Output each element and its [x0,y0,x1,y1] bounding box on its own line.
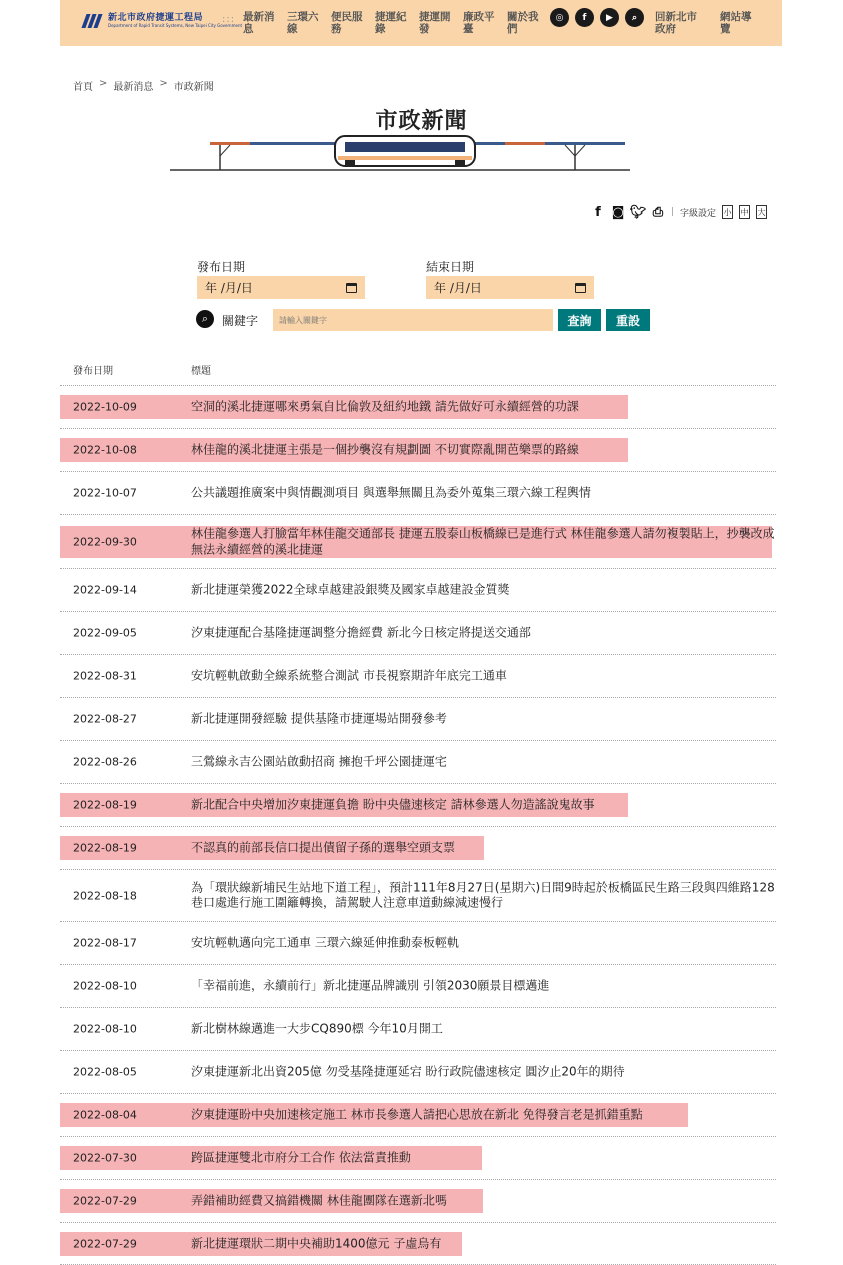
row-title-link[interactable]: 汐東捷運新北出資205億 勿受基隆捷運延宕 盼行政院儘速核定 圓汐止20年的期待 [191,1064,625,1079]
print-icon[interactable]: ⎙ [652,204,664,220]
keyword-input[interactable] [273,309,553,331]
row-date: 2022-08-26 [73,755,137,769]
row-title-link[interactable]: 安坑輕軌啟動全線系統整合測試 市長視察期許年底完工通車 [191,668,507,683]
row-date: 2022-07-30 [73,1151,137,1165]
row-title-link[interactable]: 林佳龍參選人打臉當年林佳龍交通部長 捷運五股泰山板橋線已是進行式 林佳龍參選人請勿複製貼上，抄襲改成無法永續經營的溪北捷運 [191,526,775,556]
start-date-label: 發布日期 [197,260,246,274]
row-date: 2022-08-10 [73,1022,137,1036]
table-row[interactable] [60,784,776,827]
breadcrumb-separator: > [99,78,108,89]
column-header-date: 發布日期 [73,366,113,377]
calendar-icon[interactable] [346,283,357,293]
row-date: 2022-08-27 [73,712,137,726]
site-header [60,0,782,46]
logo-mark-icon [82,14,102,28]
row-date: 2022-10-09 [73,400,137,414]
table-row[interactable] [60,965,776,1008]
font-size-large[interactable]: 大 [756,205,767,219]
row-date: 2022-09-30 [73,535,137,549]
row-title-link[interactable]: 「幸福前進，永續前行」新北捷運品牌識別 引領2030願景目標邁進 [191,978,550,993]
table-row[interactable] [60,1180,776,1223]
table-row[interactable] [60,655,776,698]
nav-item-news[interactable]: 最新消息 [243,11,275,35]
row-date: 2022-07-29 [73,1194,137,1208]
nav-item-about[interactable]: 關於我們 [507,11,539,35]
link-ntpc-gov[interactable]: 回新北市政府 [655,11,697,35]
youtube-icon[interactable]: ▶ [600,8,619,27]
breadcrumb [73,78,214,93]
row-title-link[interactable]: 新北配合中央增加汐東捷運負擔 盼中央儘速核定 請林參選人勿造謠說鬼故事 [191,797,595,812]
row-title-link[interactable]: 三鶯線永吉公園站啟動招商 擁抱千坪公園捷運宅 [191,754,447,769]
row-date: 2022-08-17 [73,936,137,950]
table-row[interactable] [60,612,776,655]
twitter-share-icon[interactable]: 🐦︎ [629,204,647,220]
breadcrumb-news[interactable]: 最新消息 [113,82,154,93]
nav-item-records[interactable]: 捷運紀錄 [375,11,407,35]
end-date-input[interactable] [426,276,594,299]
nav-item-services[interactable]: 便民服務 [331,11,363,35]
row-title-link[interactable]: 空洞的溪北捷運哪來勇氣自比倫敦及紐約地鐵 請先做好可永續經營的功課 [191,399,579,414]
metro-train-illustration [170,134,630,174]
font-size-small[interactable]: 小 [722,205,733,219]
table-row[interactable] [60,827,776,870]
row-date: 2022-10-08 [73,443,137,457]
row-title-link[interactable]: 為「環狀線新埔民生站地下道工程」，預計111年8月27日(星期六)日間9時起於板橋區民生路三段與四維路128巷口處進行施工圍籬轉換，請駕駛人注意車道動線減速慢行 [191,880,775,910]
row-title-link[interactable]: 安坑輕軌邁向完工通車 三環六線延伸推動泰板輕軌 [191,935,459,950]
row-title-link[interactable]: 汐東捷運盼中央加速核定施工 林市長參選人請把心思放在新北 免得發言老是抓錯重點 [191,1107,643,1122]
search-icon: ⌕ [196,310,214,328]
instagram-icon[interactable]: ◎ [550,8,569,27]
line-share-icon[interactable]: ◙ [611,204,625,220]
breadcrumb-current: 市政新聞 [173,82,214,93]
table-row[interactable] [60,1137,776,1180]
row-date: 2022-08-18 [73,889,137,902]
row-title-link[interactable]: 跨區捷運雙北市府分工合作 依法當責推動 [191,1150,411,1165]
start-date-input[interactable] [197,276,365,299]
link-sitemap[interactable]: 網站導覽 [720,11,752,35]
row-date: 2022-08-04 [73,1108,137,1122]
search-icon[interactable]: ⌕ [625,8,644,27]
page-title: 市政新聞 [375,109,468,134]
row-date: 2022-08-10 [73,979,137,993]
row-title-link[interactable]: 新北捷運環狀二期中央補助1400億元 子虛烏有 [191,1235,442,1250]
query-button[interactable]: 查詢 [558,309,601,331]
reset-button[interactable]: 重設 [606,309,650,331]
table-row[interactable] [60,569,776,612]
table-row[interactable] [60,516,776,569]
row-title-link[interactable]: 林佳龍的溪北捷運主張是一個抄襲沒有規劃圖 不切實際亂開芭樂票的路線 [191,442,579,457]
column-header-title: 標題 [191,366,211,377]
font-size-medium[interactable]: 中 [739,205,750,219]
table-row[interactable] [60,1094,776,1137]
row-title-link[interactable]: 新北捷運榮獲2022全球卓越建設銀獎及國家卓越建設金質獎 [191,582,510,597]
share-toolbar [591,205,767,219]
table-row[interactable] [60,1008,776,1051]
table-row[interactable] [60,741,776,784]
row-date: 2022-10-07 [73,486,137,500]
end-date-label: 結束日期 [426,260,475,274]
logo-text: 新北市政府捷運工程局 [108,13,204,23]
nav-item-development[interactable]: 捷運開發 [419,11,451,35]
nav-item-three-rings[interactable]: 三環六線 [287,11,319,35]
row-title-link[interactable]: 新北樹林線邁進一大步CQ890標 今年10月開工 [191,1021,443,1036]
row-date: 2022-08-31 [73,669,137,683]
nav-item-integrity[interactable]: 廉政平臺 [463,11,495,35]
row-date: 2022-09-14 [73,583,137,597]
table-row[interactable] [60,870,776,922]
facebook-icon[interactable]: f [575,8,594,27]
table-row[interactable] [60,1223,776,1265]
table-row[interactable] [60,1051,776,1094]
facebook-share-icon[interactable]: f [595,204,601,220]
row-date: 2022-08-19 [73,798,137,812]
table-row[interactable] [60,472,776,515]
row-title-link[interactable]: 公共議題推廣案中與情觀測項目 與選舉無關且為委外蒐集三環六線工程輿情 [191,485,591,500]
table-row[interactable] [60,698,776,741]
site-logo[interactable] [82,13,242,28]
row-date: 2022-07-29 [73,1237,137,1250]
logo-subtext: Department of Rapid Transit Systems, New Taipei City Government [108,23,243,28]
start-date-placeholder: 年 /月/日 [205,281,253,295]
table-row[interactable] [60,922,776,965]
menu-grid-icon[interactable]: ::: [222,14,236,25]
divider: | [671,207,675,217]
end-date-placeholder: 年 /月/日 [434,281,482,295]
breadcrumb-separator: > [159,78,168,89]
row-date: 2022-08-19 [73,841,137,855]
row-title-link[interactable]: 新北捷運開發經驗 提供基隆市捷運場站開發參考 [191,711,447,726]
font-size-label: 字級設定 [680,208,717,219]
table-row[interactable] [60,429,776,472]
table-row[interactable] [60,386,776,429]
row-title-link[interactable]: 汐東捷運配合基隆捷運調整分擔經費 新北今日核定將提送交通部 [191,625,531,640]
row-date: 2022-09-05 [73,626,137,640]
calendar-icon[interactable] [575,283,586,293]
row-title-link[interactable]: 弄錯補助經費又搞錯機關 林佳龍團隊在選新北嗎 [191,1193,447,1208]
row-title-link[interactable]: 不認真的前部長信口提出債留子孫的選舉空頭支票 [191,840,456,855]
row-date: 2022-08-05 [73,1065,137,1079]
keyword-label: 關鍵字 [222,314,259,328]
breadcrumb-home[interactable]: 首頁 [73,82,93,93]
